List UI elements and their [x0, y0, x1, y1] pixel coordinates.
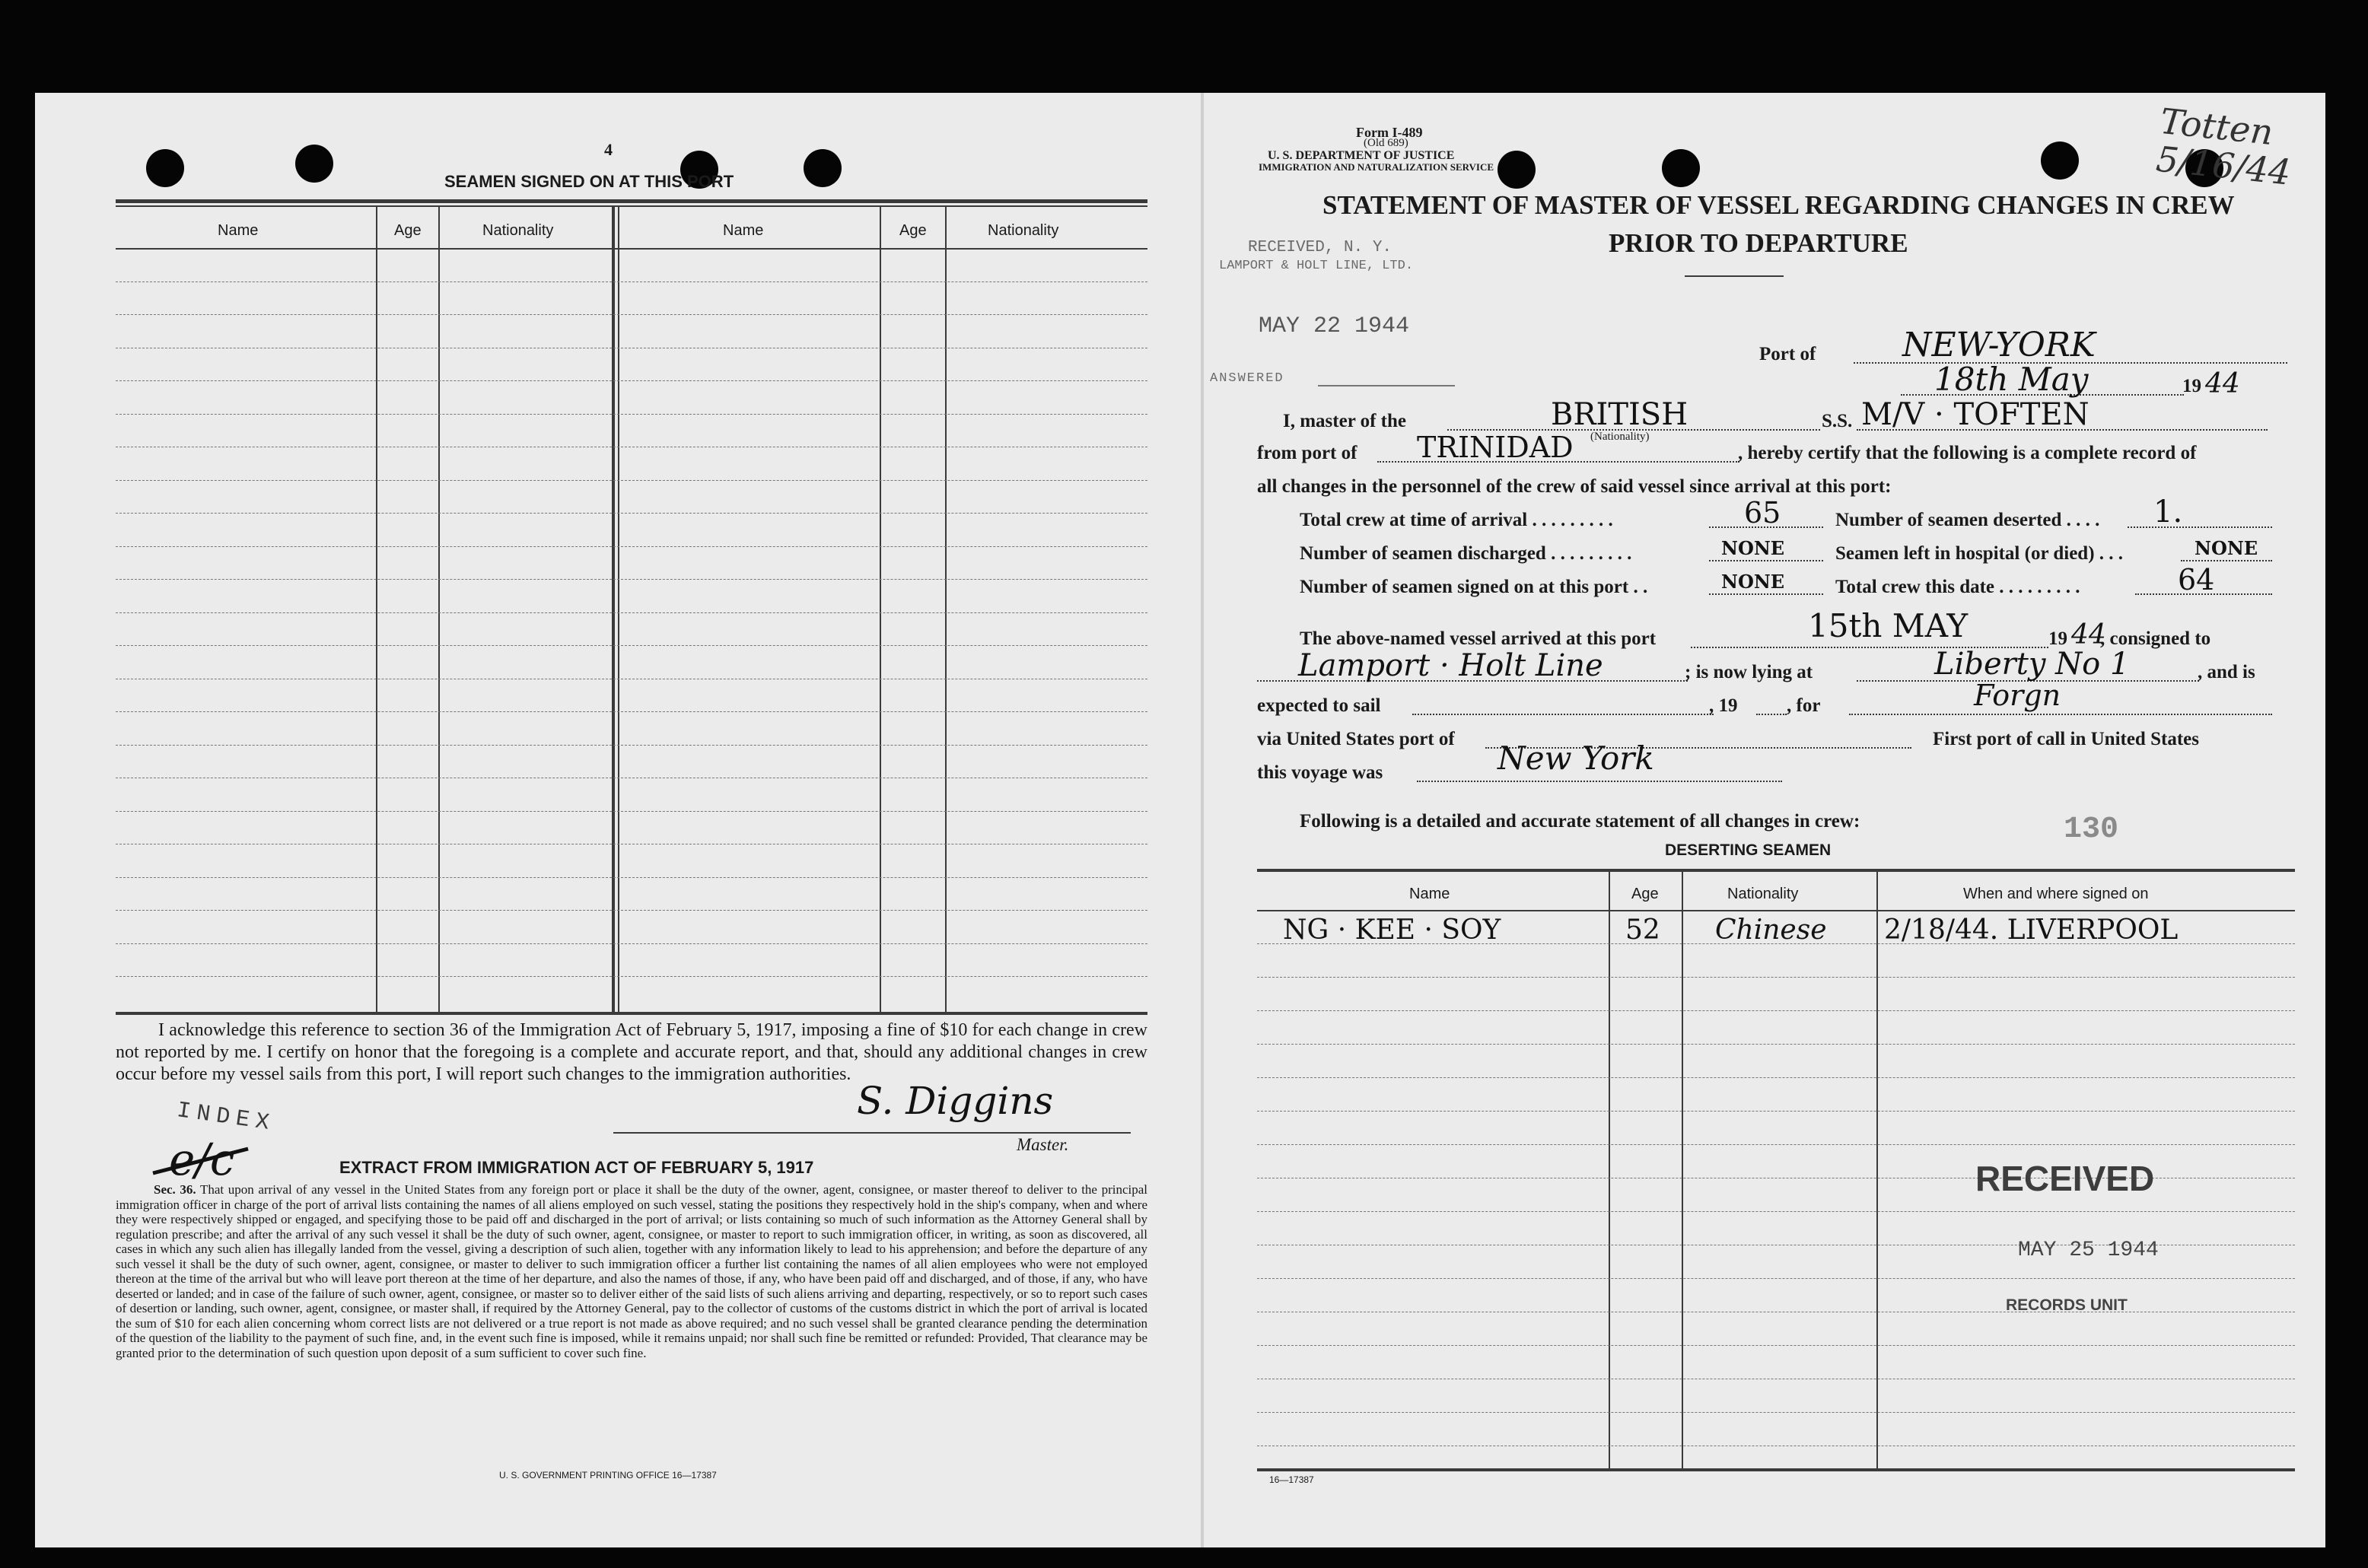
master-signature: S. Diggins	[857, 1079, 1054, 1123]
form-title-line1: STATEMENT OF MASTER OF VESSEL REGARDING CHANGES IN CREW	[1322, 190, 2235, 220]
extract-label: Sec. 36.	[154, 1182, 196, 1197]
table-ruled-line	[1257, 1077, 2295, 1078]
form-old-number: (Old 689)	[1364, 137, 1408, 149]
deserting-table-top	[1257, 869, 2295, 872]
port-label: Port of	[1759, 344, 1816, 364]
signed-on-value: NONE	[1721, 571, 1785, 593]
total-date-label: Total crew this date . . . . . . . . .	[1835, 577, 2080, 597]
table-ruled-line	[116, 314, 1147, 315]
arrival-label: The above-named vessel arrived at this port	[1300, 628, 1657, 649]
punch-hole	[1662, 149, 1700, 187]
answered-label: ANSWERED	[1210, 371, 1284, 386]
index-stamp: INDEX	[175, 1098, 277, 1137]
col-header-age-2: Age	[899, 222, 927, 239]
arrival-year-prefix: 19	[2048, 628, 2067, 649]
punch-hole	[1498, 151, 1536, 189]
table-ruled-line	[1257, 1044, 2295, 1045]
lying-label: ; is now lying at	[1685, 662, 1813, 682]
following-label: Following is a detailed and accurate statement of all changes in crew:	[1300, 811, 1860, 832]
received-date-stamp: MAY 22 1944	[1259, 313, 1410, 339]
deserted-label: Number of seamen deserted . . . .	[1835, 510, 2100, 530]
table-ruled-line	[116, 943, 1147, 944]
table-ruled-line	[116, 513, 1147, 514]
signed-on-label: Number of seamen signed on at this port . .	[1300, 577, 1648, 597]
table-ruled-line	[116, 976, 1147, 977]
master-label: I, master of the	[1283, 411, 1406, 431]
table-ruled-line	[1257, 1278, 2295, 1279]
acknowledgement-text: I acknowledge this reference to section 36 of the Immigration Act of February 5, 1917, imposing a fine of $10 for each change in crew not reported by me. I certify on honor that the foregoing is a complete and accurate report, and that, should any additional changes in crew occur before my vessel sails from this port, I will report such changes to the immigration authorities.	[116, 1020, 1147, 1084]
page-number: 4	[604, 140, 613, 159]
table-ruled-line	[1257, 1412, 2295, 1413]
table-ruled-line	[1257, 1345, 2295, 1346]
port-value: NEW-YORK	[1902, 326, 2096, 364]
nationality-caption: (Nationality)	[1590, 431, 1650, 443]
discharged-field	[1709, 560, 1823, 561]
from-port-value: TRINIDAD	[1417, 431, 1574, 464]
hospital-label: Seamen left in hospital (or died) . . .	[1835, 543, 2124, 564]
extract-title: EXTRACT FROM IMMIGRATION ACT OF FEBRUARY 5, 1917	[339, 1158, 814, 1177]
page-fold	[1201, 93, 1204, 1547]
table-ruled-line	[116, 877, 1147, 878]
deserting-col-signed: When and where signed on	[1963, 886, 2149, 902]
answered-line	[1318, 385, 1455, 386]
voyage-field	[1417, 781, 1782, 782]
deserting-col-nationality: Nationality	[1727, 886, 1799, 902]
stamp-number: 130	[2064, 813, 2119, 847]
total-crew-label: Total crew at time of arrival . . . . . . . . .	[1300, 510, 1613, 530]
vessel-value: M/V · TOFTEN	[1861, 397, 2090, 432]
department-name: U. S. DEPARTMENT OF JUSTICE	[1268, 149, 1455, 162]
sail-year-field	[1756, 714, 1787, 715]
table-ruled-line	[116, 380, 1147, 381]
left-printer-note: U. S. GOVERNMENT PRINTING OFFICE 16—17387	[499, 1470, 717, 1481]
index-strike-mark	[149, 1143, 256, 1188]
ss-label: S.S.	[1822, 411, 1853, 431]
total-crew-field	[1709, 526, 1823, 528]
for-label: , for	[1787, 695, 1821, 716]
service-name: IMMIGRATION AND NATURALIZATION SERVICE	[1259, 161, 1494, 173]
certify-text-2: all changes in the personnel of the crew of said vessel since arrival at this port:	[1257, 476, 1892, 497]
table-ruled-line	[116, 745, 1147, 746]
col-header-age: Age	[394, 222, 422, 239]
consignee-value: Lamport · Holt Line	[1298, 648, 1603, 683]
signature-role: Master.	[1017, 1135, 1069, 1154]
table-ruled-line	[116, 711, 1147, 712]
deserting-title: DESERTING SEAMEN	[1665, 841, 1832, 859]
arrival-date: 15th MAY	[1808, 607, 1969, 644]
col-divider	[618, 205, 619, 1012]
col-divider	[438, 205, 440, 1012]
total-date-value: 64	[2178, 563, 2215, 596]
deserting-header-rule	[1257, 910, 2295, 911]
sail-field	[1412, 714, 1714, 715]
consigned-label: , consigned to	[2100, 628, 2211, 649]
date-value: 18th May	[1934, 361, 2089, 398]
and-is-label: , and is	[2198, 662, 2255, 682]
total-crew-value: 65	[1744, 496, 1781, 530]
col-divider	[612, 205, 615, 1012]
col-header-nationality-2: Nationality	[988, 222, 1059, 239]
signed-on-field	[1709, 593, 1823, 595]
via-label: via United States port of	[1257, 729, 1455, 749]
index-mark: e/c	[169, 1134, 235, 1185]
form-title-line2: PRIOR TO DEPARTURE	[1609, 228, 1908, 258]
deserter-signed-on: 2/18/44. LIVERPOOL	[1884, 914, 2179, 946]
deserting-col-age: Age	[1631, 886, 1659, 902]
punch-hole	[804, 149, 842, 187]
deserted-value: 1.	[2153, 495, 2183, 530]
discharged-label: Number of seamen discharged . . . . . . . . .	[1300, 543, 1632, 564]
deserted-field	[2128, 526, 2272, 528]
header-rule	[116, 248, 1147, 250]
table-ruled-line	[116, 612, 1147, 613]
discharged-value: NONE	[1721, 537, 1785, 559]
voyage-label: this voyage was	[1257, 762, 1383, 783]
left-page-title: SEAMEN SIGNED ON AT THIS PORT	[444, 172, 734, 191]
col-divider	[376, 205, 377, 1012]
extract-body: That upon arrival of any vessel in the United States from any foreign port or place it shall be the duty of the owner, agent, consignee, or master thereof to deliver to the principal immigration officer in charge of the port of arrival lists containing the names of all aliens employed on such vessel, stating the positions they respectively hold in the ship's company, when and where they were respectively shipped or engaged, and specifying those to be paid off and discharged in the port of arrival; or lists containing so much of such information as the Attorney General shall by regulation prescribe; and after the arrival of any such vessel it shall be the duty of such owner, agent, consignee, or master to report to such immigration officer, in writing, as soon as discovered, all cases in which any such alien has illegally landed from the vessel, giving a description of such alien, together with any information likely to lead to his apprehension; and before the departure of any such vessel it shall be the duty of such owner, agent, consignee, or master to deliver to such immigration officer a further list containing the names of all alien employees who were not employed thereon at the time of the arrival but who will leave port thereon at the time of her departure, and also the names of those, if any, who have been paid off and discharged, and of those, if any, who have deserted or landed; and in case of the failure of such owner, agent, consignee, or master so to deliver either of the said lists of such aliens arriving and departing, respectively, or so to report such cases of desertion or landing, such owner, agent, consignee, or master shall, if required by the Attorney General, pay to the collector of customs of the customs district in which the port of arrival is located the sum of $10 for each alien concerning whom correct lists are not delivered or a true report is not made as above required; and no such vessel shall be granted clearance pending the determination of the question of the liability to the payment of such fine, and, in the event such fine is imposed, while it remains unpaid; nor shall such fine be remitted or refunded: Provided, That clearance may be granted prior to the determination of such question upon deposit of a sum sufficient to cover such fine.	[116, 1182, 1148, 1360]
col-divider	[945, 205, 947, 1012]
title-underline	[1685, 275, 1784, 277]
received-stamp-line1: RECEIVED, N. Y.	[1248, 239, 1392, 256]
table-ruled-line	[116, 811, 1147, 812]
table-ruled-line	[1257, 977, 2295, 978]
col-divider	[880, 205, 881, 1012]
table-ruled-line	[116, 579, 1147, 580]
deserter-name: NG · KEE · SOY	[1283, 914, 1501, 946]
table-ruled-line	[116, 910, 1147, 911]
arrival-year: 44	[2071, 619, 2106, 650]
extract-text	[116, 1182, 1147, 1360]
signature-line	[613, 1132, 1131, 1134]
records-unit-stamp: RECORDS UNIT	[2006, 1296, 2128, 1314]
from-port-label: from port of	[1257, 443, 1357, 463]
year-value: 44	[2205, 368, 2240, 399]
table-ruled-line	[1257, 1211, 2295, 1212]
nationality-value: BRITISH	[1551, 397, 1688, 432]
punch-hole	[146, 149, 184, 187]
table-bottom-rule	[116, 1012, 1147, 1015]
for-value: Forgn	[1974, 679, 2061, 712]
table-ruled-line	[116, 414, 1147, 415]
deserting-table-bottom	[1257, 1468, 2295, 1471]
table-ruled-line	[1257, 1144, 2295, 1145]
col-header-name: Name	[218, 222, 259, 239]
table-ruled-line	[116, 480, 1147, 481]
voyage-value: New York	[1498, 739, 1654, 777]
hospital-value: NONE	[2195, 537, 2258, 559]
deserter-age: 52	[1625, 914, 1660, 946]
received-date-stamp-2: MAY 25 1944	[2018, 1239, 2159, 1262]
year-prefix: 19	[2182, 376, 2201, 396]
first-port-label: First port of call in United States	[1933, 729, 2199, 749]
sail-label: expected to sail	[1257, 695, 1381, 716]
col-header-nationality: Nationality	[482, 222, 554, 239]
hospital-field	[2181, 560, 2272, 561]
table-ruled-line	[1257, 1111, 2295, 1112]
table-ruled-line	[116, 546, 1147, 547]
corner-handwritten-note: Totten 5/16/44	[2154, 100, 2293, 193]
deserting-col-name: Name	[1409, 886, 1450, 902]
table-ruled-line	[116, 645, 1147, 646]
col-header-name-2: Name	[723, 222, 764, 239]
form-number: Form I-489	[1356, 125, 1423, 140]
sail-year-prefix: , 19	[1709, 695, 1738, 716]
document-paper	[35, 93, 2325, 1547]
table-top-rule	[116, 199, 1147, 203]
table-ruled-line	[116, 281, 1147, 282]
total-date-field	[2135, 593, 2272, 595]
table-ruled-line	[1257, 1010, 2295, 1011]
punch-hole	[295, 145, 333, 183]
for-field	[1849, 714, 2272, 715]
right-printer-note: 16—17387	[1269, 1474, 1314, 1485]
lying-value: Liberty No 1	[1934, 647, 2130, 682]
certify-text: , hereby certify that the following is a complete record of	[1738, 443, 2197, 463]
received-stamp-line2: LAMPORT & HOLT LINE, LTD.	[1219, 259, 1414, 273]
deserter-nationality: Chinese	[1715, 914, 1827, 946]
received-stamp: RECEIVED	[1975, 1159, 2155, 1198]
table-top-rule-2	[116, 205, 1147, 207]
punch-hole	[2041, 142, 2079, 180]
